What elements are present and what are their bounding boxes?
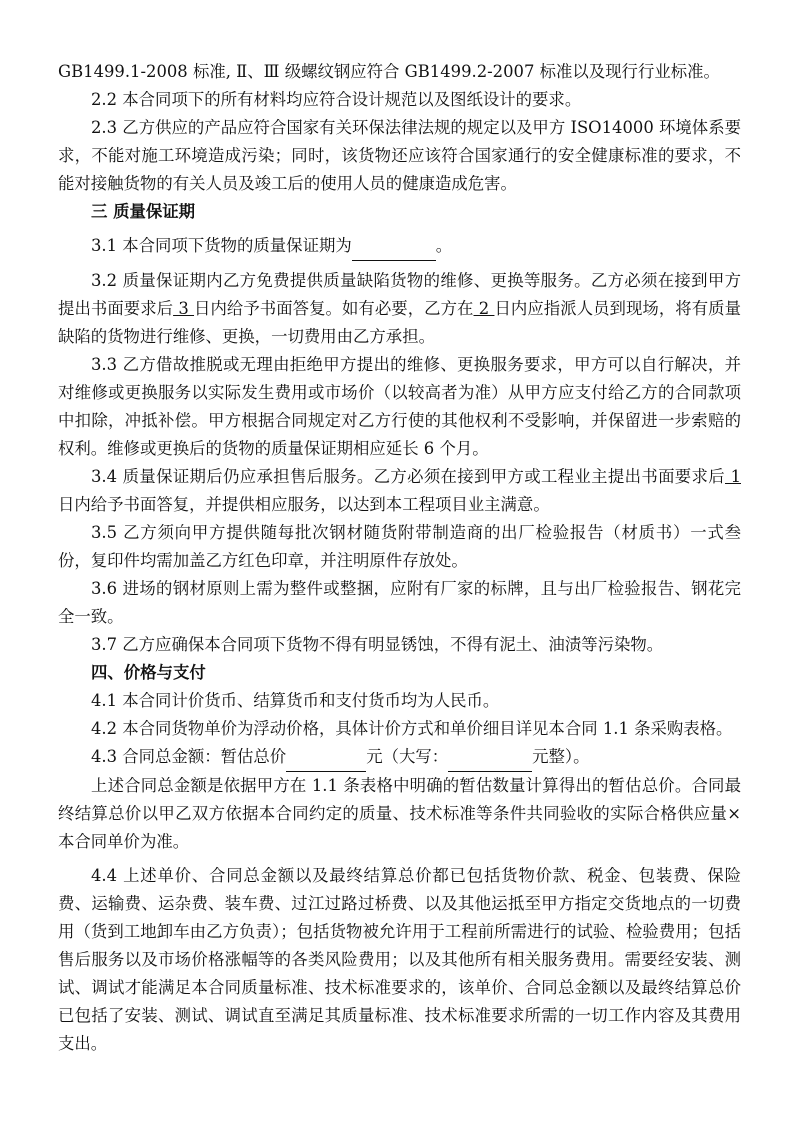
total-price-blank bbox=[286, 743, 366, 772]
clause-4-3-part-c: 元整）。 bbox=[532, 747, 590, 766]
clause-3-6: 3.6 进场的钢材原则上需为整件或整捆，应附有厂家的标牌，且与出厂检验报告、钢花完全一致。 bbox=[58, 579, 741, 626]
clause-3-4-part-b: 日内给予书面答复，并提供相应服务，以达到本工程项目业主满意。 bbox=[58, 495, 550, 514]
reply-days-value: 3 bbox=[173, 299, 195, 318]
clause-3-2-part-c: 日内应指派人员到现场，将有质量缺陷的货物进行维修、更换，一切费用由乙方承担。 bbox=[58, 299, 741, 346]
clause-4-1: 4.1 本合同计价货币、结算货币和支付货币均为人民币。 bbox=[91, 691, 500, 710]
clause-2-2: 2.2 本合同项下的所有材料均应符合设计规范以及图纸设计的要求。 bbox=[91, 90, 582, 109]
clause-3-1-text: 3.1 本合同项下货物的质量保证期为 bbox=[91, 236, 352, 255]
paragraph-2-1-continued: GB1499.1-2008 标准, Ⅱ、Ⅲ 级螺纹钢应符合 GB1499.2-2007 标准以及现行行业标准。 bbox=[58, 62, 720, 81]
clause-4-4: 4.4 上述单价、合同总金额以及最终结算总价都已包括货物价款、税金、包装费、保险费、运输费、运杂费、装车费、过江过路过桥费、以及其他运抵至甲方指定交货地点的一切费用（货到工地卸车由乙方负责）；包括货物被允许用于工程前所需进行的试验、检验费用；包括售后服务以及市场价格涨幅等的各类风险费用；以及其他所有相关服务费用。需要经安装、测试、调试才能满足本合同质量标准、技术标准要求的，该单价、合同总金额以及最终结算总价已包括了安装、测试、调试直至满足其质量标准、技术标准要求所需的一切工作内容及其费用支出。 bbox=[58, 866, 741, 1053]
clause-4-3-part-b: 元（大写： bbox=[366, 747, 449, 766]
clause-3-2-part-b: 日内给予书面答复。如有必要，乙方在 bbox=[194, 299, 474, 318]
total-price-words-blank bbox=[448, 743, 532, 772]
section-heading-warranty: 三 质量保证期 bbox=[91, 202, 196, 221]
clause-2-3: 2.3 乙方供应的产品应符合国家有关环保法律法规的规定以及甲方 ISO14000 环境体系要求，不能对施工环境造成污染；同时，该货物还应该符合国家通行的安全健康标准的要求，不能对接触货物的有关人员及竣工后的使用人员的健康造成危害。 bbox=[58, 118, 741, 193]
clause-3-3: 3.3 乙方借故推脱或无理由拒绝甲方提出的维修、更换服务要求，甲方可以自行解决，并对维修或更换服务以实际发生费用或市场价（以较高者为准）从甲方应支付给乙方的合同款项中扣除，冲抵补偿。甲方根据合同规定对乙方行使的其他权利不受影响，并保留进一步索赔的权利。维修或更换后的货物的质量保证期相应延长 6 个月。 bbox=[58, 355, 741, 458]
clause-4-2: 4.2 本合同货物单价为浮动价格，具体计价方式和单价细目详见本合同 1.1 条采购表格。 bbox=[91, 719, 733, 738]
clause-4-3 bbox=[58, 743, 741, 772]
clause-3-1-end: 。 bbox=[435, 236, 453, 255]
section-heading-price-payment: 四、价格与支付 bbox=[91, 663, 206, 682]
clause-4-3-part-a: 4.3 合同总金额：暂估总价 bbox=[91, 747, 287, 766]
warranty-period-blank bbox=[352, 232, 436, 261]
clause-3-7: 3.7 乙方应确保本合同项下货物不得有明显锈蚀，不得有泥土、油渍等污染物。 bbox=[91, 635, 664, 654]
clause-3-4 bbox=[58, 463, 741, 519]
aftersale-reply-days-value: 1 bbox=[725, 467, 741, 486]
clause-3-1 bbox=[58, 232, 741, 261]
clause-3-2-part-a: 3.2 质量保证期内乙方免费提供质量缺陷货物的维修、更换等服务。乙方必须在接到甲方提出书面要求后 bbox=[58, 271, 741, 318]
clause-3-4-part-a: 3.4 质量保证期后仍应承担售后服务。乙方必须在接到甲方或工程业主提出书面要求后 bbox=[91, 467, 726, 486]
onsite-days-value: 2 bbox=[473, 299, 495, 318]
clause-3-5: 3.5 乙方须向甲方提供随每批次钢材随货附带制造商的出厂检验报告（材质书）一式叁份，复印件均需加盖乙方红色印章，并注明原件存放处。 bbox=[58, 523, 741, 570]
clause-4-3-explanation: 上述合同总金额是依据甲方在 1.1 条表格中明确的暂估数量计算得出的暂估总价。合同最终结算总价以甲乙双方依据本合同约定的质量、技术标准等条件共同验收的实际合格供应量×本合同单价为准。 bbox=[58, 776, 741, 851]
clause-3-2 bbox=[58, 267, 741, 351]
